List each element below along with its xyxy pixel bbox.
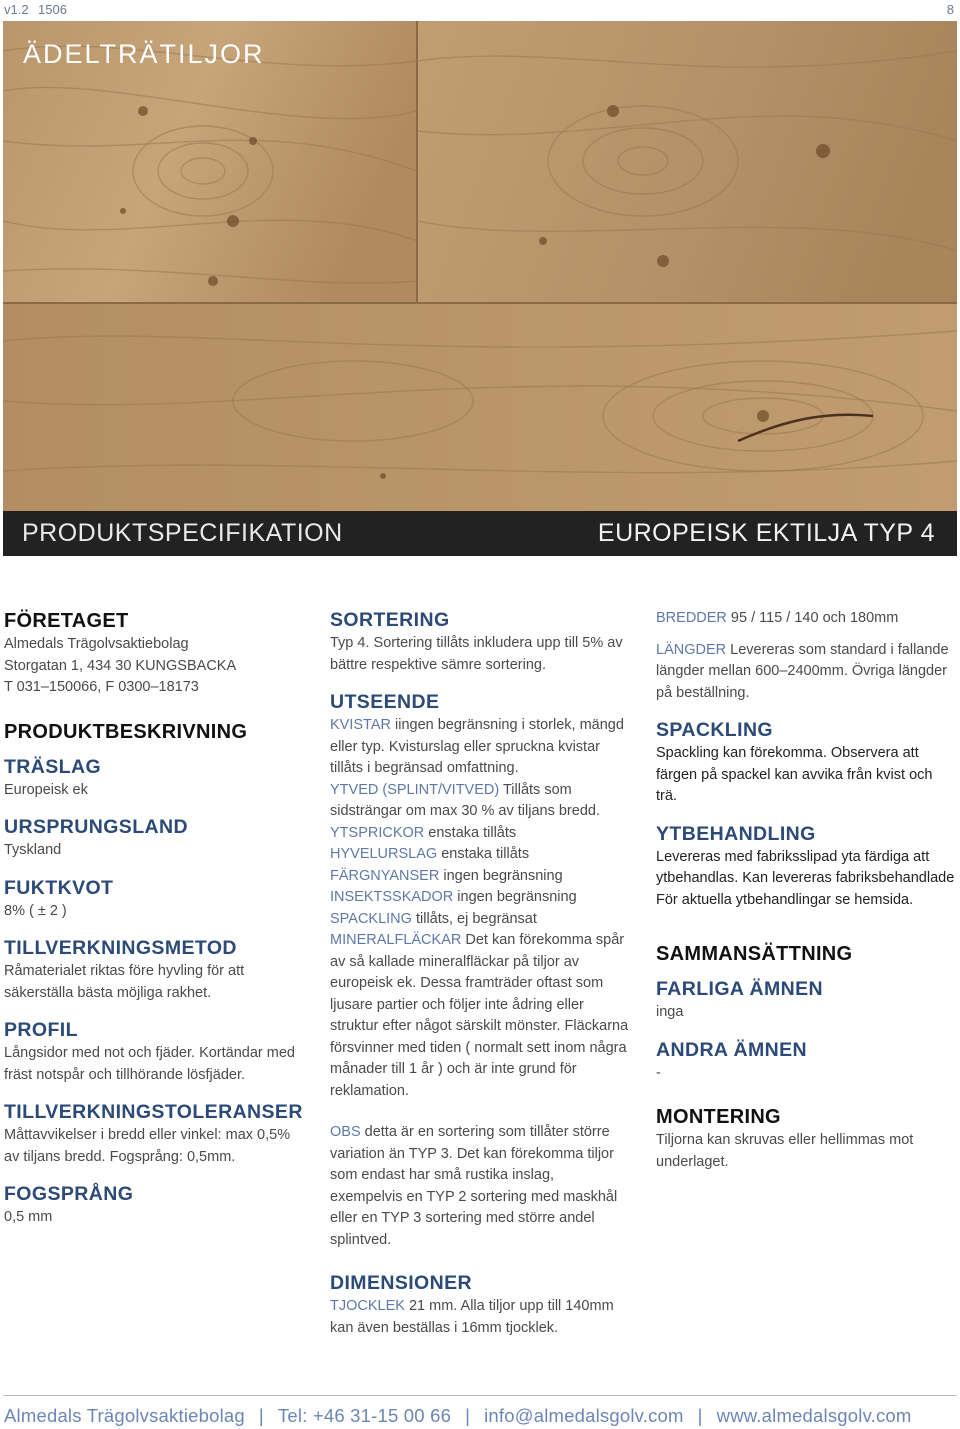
- mineral-item: [330, 930, 630, 1102]
- sorting-heading: SORTERING: [330, 609, 450, 631]
- column-middle: [330, 608, 630, 1339]
- footer-company: Almedals Trägolvsaktiebolag: [4, 1405, 245, 1426]
- dimensions-heading: DIMENSIONER: [330, 1272, 472, 1294]
- profile-heading: PROFIL: [4, 1019, 78, 1041]
- sapwood-item: [330, 780, 630, 823]
- footer-phone[interactable]: Tel: +46 31-15 00 66: [277, 1405, 452, 1426]
- mineral-key: MINERALFLÄCKAR: [330, 932, 462, 948]
- product-description-heading: PRODUKTBESKRIVNING: [4, 720, 248, 743]
- obs-key: OBS: [330, 1124, 361, 1140]
- color-item: [330, 866, 630, 888]
- cracks-key: YTSPRICKOR: [330, 824, 425, 841]
- knots-item: [330, 715, 630, 780]
- filler-item: [330, 909, 630, 931]
- planing-key: HYVELURSLAG: [330, 846, 438, 862]
- color-value: ingen begränsning: [439, 867, 563, 884]
- joint-offset-heading: FOGSPRÅNG: [4, 1183, 134, 1205]
- footer-separator: |: [697, 1405, 703, 1426]
- insect-value: ingen begränsning: [453, 889, 577, 905]
- lengths-key: LÄNGDER: [656, 641, 727, 658]
- filler-text: Spackling kan förekomma. Observera att färgen på spackel kan avvika från kvist och trä.: [656, 745, 933, 804]
- hero-title: ÄDELTRÄTILJOR: [23, 39, 265, 69]
- other-substances-value: -: [656, 1064, 661, 1081]
- hazardous-heading: FARLIGA ÄMNEN: [656, 978, 823, 1000]
- wood-type-heading: TRÄSLAG: [4, 755, 102, 778]
- version-label: v1.2: [4, 2, 29, 17]
- page-number: 8: [946, 2, 954, 17]
- product-name: EUROPEISK EKTILJA TYP 4: [597, 519, 935, 547]
- filler-key: SPACKLING: [330, 910, 412, 927]
- thickness-key: TJOCKLEK: [330, 1298, 405, 1314]
- mineral-value: Det kan förekomma spår av så kallade mineralfläckar på tiljor av europeisk ek. Dessa framträder oftast som ljusare partier och följer inte ådring eller struktur efter något särskilt mönster. Fläckarna försvinner med tiden ( normalt sett inom några månader till 1 år ) och är inte grund för reklamation.: [330, 932, 629, 1099]
- origin-value: Tyskland: [4, 842, 62, 858]
- origin-heading: URSPRUNGSLAND: [4, 816, 188, 838]
- footer-separator: |: [465, 1405, 471, 1426]
- installation-heading: MONTERING: [656, 1106, 781, 1128]
- joint-offset-value: 0,5 mm: [4, 1209, 53, 1225]
- obs-item: [330, 1122, 630, 1251]
- page-footer: [0, 1395, 960, 1429]
- footer-website-link[interactable]: www.almedalsgolv.com: [716, 1405, 912, 1426]
- knots-value: iingen begränsning i storlek, mängd eller typ. Kvisturslag eller spruckna kvistar tillåts i begränsad omfattning.: [330, 717, 624, 776]
- hero-wood-image: [3, 21, 957, 556]
- footer-separator: |: [258, 1405, 264, 1426]
- other-substances-heading: ANDRA ÄMNEN: [656, 1038, 808, 1061]
- method-value: Råmaterialet riktas före hyvling för att säkerställa bästa möjliga rakhet.: [4, 963, 245, 1001]
- company-phone: T 031–150066, F 0300–18173: [4, 679, 199, 695]
- insect-item: [330, 887, 630, 909]
- composition-heading: SAMMANSÄTTNING: [656, 943, 853, 965]
- sapwood-value: Tillåts som sidsträngar om max 30 % av tiljans bredd.: [330, 781, 600, 819]
- company-address: Storgatan 1, 434 30 KUNGSBACKA: [4, 657, 237, 674]
- surface-text: Levereras med fabriksslipad yta färdiga att ytbehandlas. Kan levereras fabriksbehandlade För aktuella ytbehandlingar se hemsida.: [656, 848, 955, 908]
- thickness-item: [330, 1296, 630, 1339]
- widths-item: [656, 608, 956, 630]
- installation-value: Tiljorna kan skruvas eller hellimmas mot underlaget.: [656, 1132, 914, 1170]
- moisture-heading: FUKTKVOT: [4, 876, 114, 899]
- title-bar: [3, 511, 957, 556]
- spec-label: PRODUKTSPECIFIKATION: [22, 519, 343, 547]
- cracks-item: [330, 823, 630, 845]
- obs-value: detta är en sortering som tillåter större variation än TYP 3. Det kan förekomma tiljor som endast har små rustika inslag, exempelvis en TYP 2 sortering med maskhål eller en TYP 3 sortering med större andel splintved.: [330, 1124, 618, 1248]
- tolerance-value: Måttavvikelser i bredd eller vinkel: max 0,5% av tiljans bredd. Fogsprång: 0,5mm.: [4, 1127, 291, 1165]
- doc-code: 1506: [38, 2, 67, 17]
- sorting-value: Typ 4. Sortering tillåts inkludera upp till 5% av bättre respektive sämre sortering.: [330, 635, 623, 673]
- lengths-item: [656, 640, 956, 705]
- widths-value: 95 / 115 / 140 och 180mm: [726, 610, 899, 626]
- filler-heading: SPACKLING: [656, 719, 773, 741]
- column-right: [656, 608, 956, 1173]
- oak-planks-image: [3, 21, 957, 511]
- insect-key: INSEKTSSKADOR: [330, 889, 454, 905]
- sapwood-key: YTVED (SPLINT/VITVED): [330, 781, 500, 798]
- appearance-heading: UTSEENDE: [330, 691, 440, 713]
- planing-item: [330, 844, 630, 866]
- moisture-value: 8% ( ± 2 ): [4, 902, 67, 919]
- tolerance-heading: TILLVERKNINGSTOLERANSER: [4, 1101, 303, 1123]
- filler-value: tillåts, ej begränsat: [411, 910, 537, 927]
- profile-value: Långsidor med not och fjäder. Kortändar med fräst notspår och tillhörande lösfjäder.: [4, 1045, 295, 1083]
- footer-divider: [3, 1395, 957, 1396]
- wood-type-value: Europeisk ek: [4, 781, 88, 798]
- company-name: Almedals Trägolvsaktiebolag: [4, 636, 189, 652]
- method-heading: TILLVERKNINGSMETOD: [4, 937, 237, 959]
- knots-key: KVISTAR: [330, 717, 391, 733]
- footer-email-link[interactable]: info@almedalsgolv.com: [484, 1405, 684, 1426]
- surface-heading: YTBEHANDLING: [656, 822, 816, 845]
- lengths-value: Levereras som standard i fallande längder mellan 600–2400mm. Övriga längder på beställning.: [656, 641, 949, 701]
- column-left: [4, 608, 304, 1229]
- widths-key: BREDDER: [656, 610, 727, 626]
- hazardous-value: inga: [656, 1004, 684, 1020]
- thickness-value: 21 mm. Alla tiljor upp till 140mm kan även beställas i 16mm tjocklek.: [330, 1298, 614, 1336]
- company-heading: FÖRETAGET: [4, 610, 129, 632]
- color-key: FÄRGNYANSER: [330, 867, 440, 884]
- cracks-value: enstaka tillåts: [424, 824, 517, 841]
- planing-value: enstaka tillåts: [437, 846, 530, 862]
